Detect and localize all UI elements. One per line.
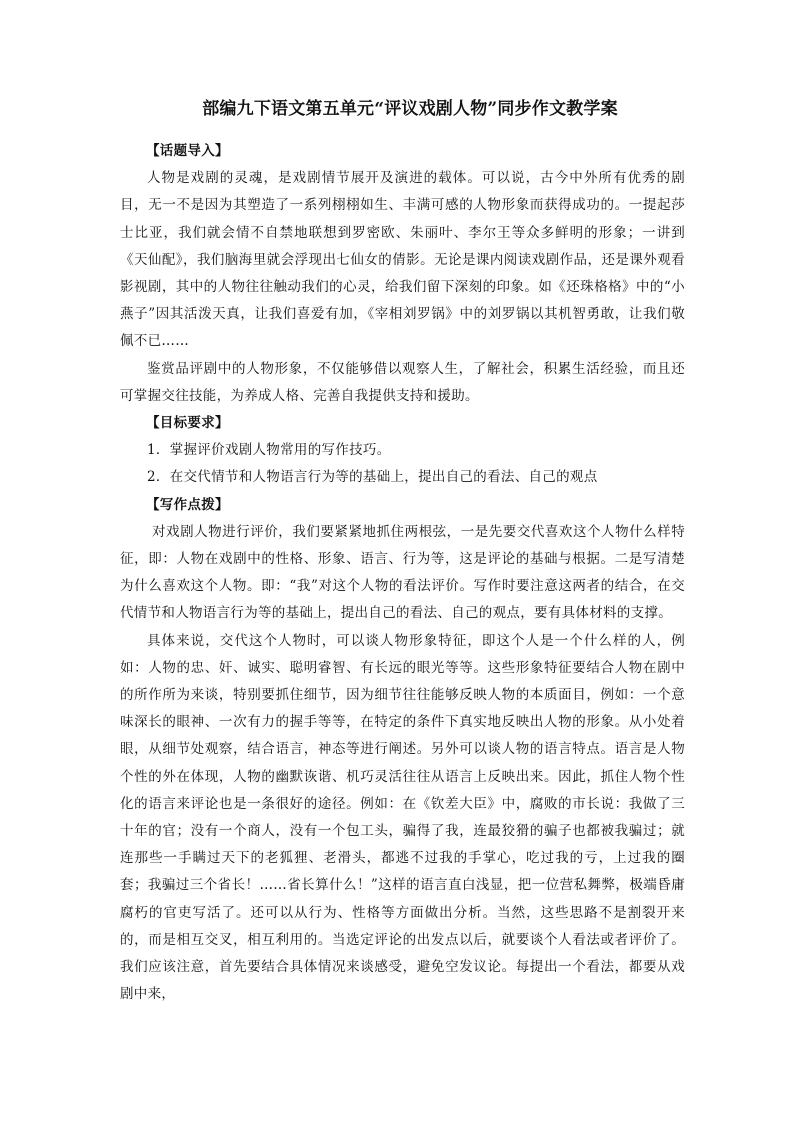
section-heading-writing-tips: 【写作点拨】 bbox=[146, 496, 229, 513]
goal-item-1: 1．掌握评价戏剧人物常用的写作技巧。 bbox=[147, 442, 391, 459]
writing-tips-paragraph-1: 对戏剧人物进行评价，我们要紧紧地抓住两根弦，一是先要交代喜欢这个人物什么样特征，即：人物在戏剧中的性格、形象、语言、行为等，这是评论的基础与根据。二是写清楚为什么喜欢这个人物。即：“我”对这个人物的看法评价。写作时要注意这两者的结合，在交代情节和人物语言行为等的基础上，提出自己的看法、自己的观点，要有具体材料的支撑。 bbox=[120, 523, 685, 622]
section-heading-topic-intro: 【话题导入】 bbox=[146, 143, 229, 159]
section-heading-goals: 【目标要求】 bbox=[146, 415, 229, 432]
document-title: 部编九下语文第五单元“评议戏剧人物”同步作文教学案 bbox=[202, 99, 618, 119]
goal-item-2: 2．在交代情节和人物语言行为等的基础上，提出自己的看法、自己的观点 bbox=[147, 469, 598, 486]
topic-intro-paragraph-1: 人物是戏剧的灵魂，是戏剧情节展开及演进的载体。可以说，古今中外所有优秀的剧目，无一不是因为其塑造了一系列栩栩如生、丰满可感的人物形象而获得成功的。一提起莎士比亚，我们就会情不自禁地联想到罗密欧、朱丽叶、李尔王等众多鲜明的形象；一讲到《天仙配》，我们脑海里就会浮现出七仙女的倩影。无论是课内阅读戏剧作品，还是课外观看影视剧，其中的人物往往触动我们的心灵，给我们留下深刻的印象。如《还珠格格》中的“小燕子”因其活泼天真，让我们喜爱有加，《宰相刘罗锅》中的刘罗锅以其机智勇敢，让我们敬佩不已…… bbox=[120, 170, 685, 350]
writing-tips-paragraph-2: 具体来说，交代这个人物时，可以谈人物形象特征，即这个人是一个什么样的人，例如：人物的忠、奸、诚实、聪明睿智、有长远的眼光等等。这些形象特征要结合人物在剧中的所作所为来谈，特别要抓住细节，因为细节往往能够反映人物的本质面目，例如：一个意味深长的眼神、一次有力的握手等等，在特定的条件下真实地反映出人物的形象。从小处着眼，从细节处观察，结合语言，神态等进行阐述。另外可以谈人物的语言特点。语言是人物个性的外在体现，人物的幽默诙谐、机巧灵活往往从语言上反映出来。因此，抓住人物个性化的语言来评论也是一条很好的途径。例如：在《钦差大臣》中，腐败的市长说：我做了三十年的官；没有一个商人，没有一个包工头，骗得了我，连最狡猾的骗子也都被我骗过；就连那些一手瞒过天下的老狐狸、老滑头，都逃不过我的手掌心，吃过我的亏，上过我的圈套；我骗过三个省长！……省长算什么！”这样的语言直白浅显，把一位营私舞弊，极端昏庸腐朽的官吏写活了。还可以从行为、性格等方面做出分析。当然，这些思路不是割裂开来的，而是相互交叉，相互利用的。当选定评论的出发点以后，就要谈个人看法或者评价了。我们应该注意，首先要结合具体情况来谈感受，避免空发议论。每提出一个看法，都要从戏剧中来， bbox=[120, 632, 685, 1003]
topic-intro-paragraph-2: 鉴赏品评剧中的人物形象，不仅能够借以观察人生，了解社会，积累生活经验，而且还可掌握交往技能，为养成人格、完善自我提供支持和援助。 bbox=[120, 360, 685, 404]
document-body bbox=[120, 138, 685, 1009]
